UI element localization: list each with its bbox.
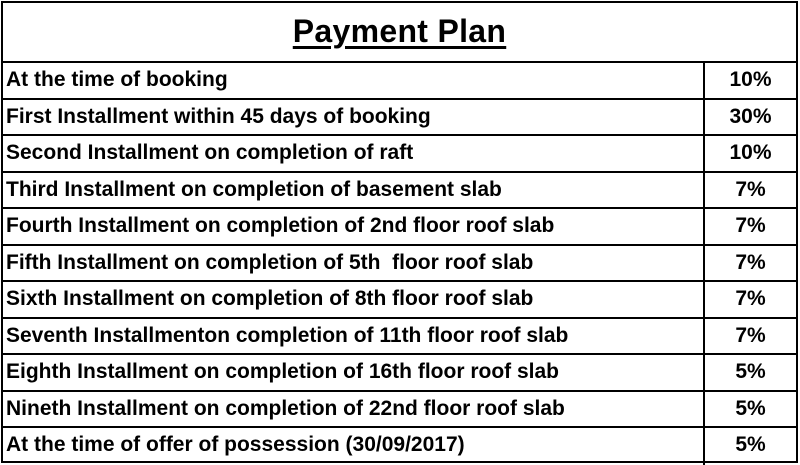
table-row [3,209,796,246]
stage-cell: Third Installment on completion of basement slab [3,173,705,208]
payment-plan-table [1,1,798,463]
installment-rows [3,63,796,465]
stage-cell: Second Installment on completion of raft [3,136,705,171]
stage-cell: Fifth Installment on completion of 5th floor roof slab [3,246,705,281]
percent-cell: 5% [735,433,766,456]
table-row [3,63,796,100]
percent-cell: 7% [735,214,766,237]
stage-cell: Seventh Installmenton completion of 11th floor roof slab [3,319,705,354]
table-row [3,173,796,210]
stage-cell: Fourth Installment on completion of 2nd floor roof slab [3,209,705,244]
stage-cell: At the time of offer of possession (30/09/2017) [3,428,705,465]
percent-cell: 30% [729,104,772,128]
table-row [3,355,796,392]
stage-cell: First Installment within 45 days of booking [3,100,705,135]
percent-cell: 7% [735,250,766,274]
table-row [3,282,796,319]
table-row [3,392,796,429]
percent-cell: 7% [735,177,766,201]
percent-cell: 10% [729,141,772,164]
table-row [3,319,796,356]
stage-cell: Nineth Installment on completion of 22nd floor roof slab [3,392,705,427]
percent-cell: 5% [735,360,766,383]
percent-cell: 10% [729,68,772,91]
percent-cell: 7% [735,287,766,310]
percent-cell: 7% [735,323,766,347]
stage-cell: At the time of booking [3,63,705,98]
percent-cell: 5% [735,396,766,420]
title-row [3,3,796,63]
table-row [3,246,796,283]
stage-cell: Eighth Installment on completion of 16th floor roof slab [3,355,705,390]
stage-cell: Sixth Installment on completion of 8th floor roof slab [3,282,705,317]
table-row [3,100,796,137]
table-row [3,136,796,173]
page-title: Payment Plan [292,12,507,49]
table-row [3,428,796,465]
